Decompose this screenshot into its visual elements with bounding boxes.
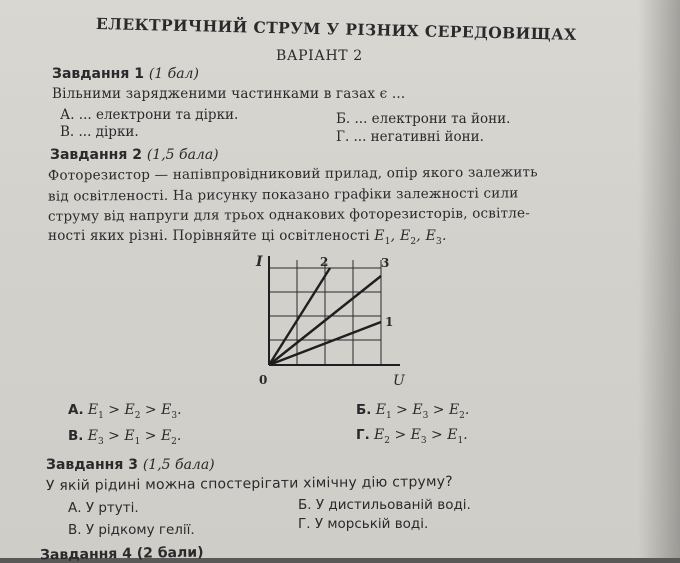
task2-option-g <box>356 427 468 446</box>
task2-question-vars: $E_1$, $E_2$, $E_3$. <box>374 228 447 247</box>
task3-option-v: В. У рідкому гелії. <box>68 522 195 538</box>
task1-option-b: Б. ... електрони та йони. <box>336 111 511 127</box>
task3-option-g: Г. У морській воді. <box>298 516 429 532</box>
task1-option-v: В. ... дірки. <box>60 124 139 140</box>
task2-option-g-text: $E_2 > E_3 > E_1$. <box>374 427 468 446</box>
task3-option-a: А. У ртуті. <box>68 500 139 516</box>
task2-option-a-text: $E_1 > E_2 > E_3$. <box>87 402 182 421</box>
task1-label: Завдання 1 <box>52 66 144 82</box>
graph-line-3-label: 3 <box>381 256 390 270</box>
task3-question: У якій рідині можна спостерігати хімічну дію струму? <box>45 473 453 495</box>
page-edge-shadow <box>638 0 680 558</box>
task2-option-v <box>68 428 181 447</box>
graph-line-1-label: 1 <box>385 315 394 329</box>
variant-label: ВАРІАНТ 2 <box>276 48 363 64</box>
task2-option-g-letter: Г. <box>356 427 370 443</box>
task3-points: (1,5 бала) <box>142 457 215 473</box>
task2-option-a-letter: А. <box>68 402 84 418</box>
task4-heading-partial: Завдання 4 (2 бали) <box>39 544 204 563</box>
iv-graph <box>250 250 420 390</box>
task2-text-line-4-body: ності яких різні. Порівняйте ці освітленості <box>48 228 370 244</box>
task2-text-line-1: Фоторезистор — напівпровідниковий прилад, опір якого залежить <box>47 164 538 184</box>
task1-option-g: Г. ... негативні йони. <box>336 129 484 145</box>
task1-points: (1 бал) <box>148 66 199 82</box>
graph-line-2-label: 2 <box>320 255 329 269</box>
task2-option-b-text: $E_1 > E_3 > E_2$. <box>375 402 470 421</box>
graph-origin-label: 0 <box>259 373 268 387</box>
task2-heading <box>50 147 219 163</box>
task2-option-b-letter: Б. <box>356 402 372 418</box>
task1-question: Вільними зарядженими частинками в газах є ... <box>52 86 406 102</box>
task2-text-line-4 <box>48 228 447 247</box>
task2-option-b <box>356 402 469 421</box>
task2-points: (1,5 бала) <box>146 147 219 163</box>
task3-option-b: Б. У дистильованій воді. <box>298 497 471 513</box>
task2-option-a <box>68 402 182 421</box>
task2-label: Завдання 2 <box>50 147 142 163</box>
task2-option-v-letter: В. <box>68 428 84 444</box>
task2-option-v-text: $E_3 > E_1 > E_2$. <box>87 428 182 447</box>
page-title: ЕЛЕКТРИЧНИЙ СТРУМ У РІЗНИХ СЕРЕДОВИЩАХ <box>95 14 577 44</box>
task2-text-line-2: від освітленості. На рисунку показано графіки залежності сили <box>47 185 519 205</box>
task1-option-a: А. ... електрони та дірки. <box>60 107 239 123</box>
task3-heading <box>46 457 215 473</box>
task1-heading <box>52 66 199 82</box>
task3-label: Завдання 3 <box>46 457 138 473</box>
graph-x-label: U <box>393 373 405 389</box>
task2-text-line-3: струму від напруги для трьох однакових фоторезисторів, освітле- <box>47 205 531 225</box>
graph-y-label: I <box>256 254 263 270</box>
